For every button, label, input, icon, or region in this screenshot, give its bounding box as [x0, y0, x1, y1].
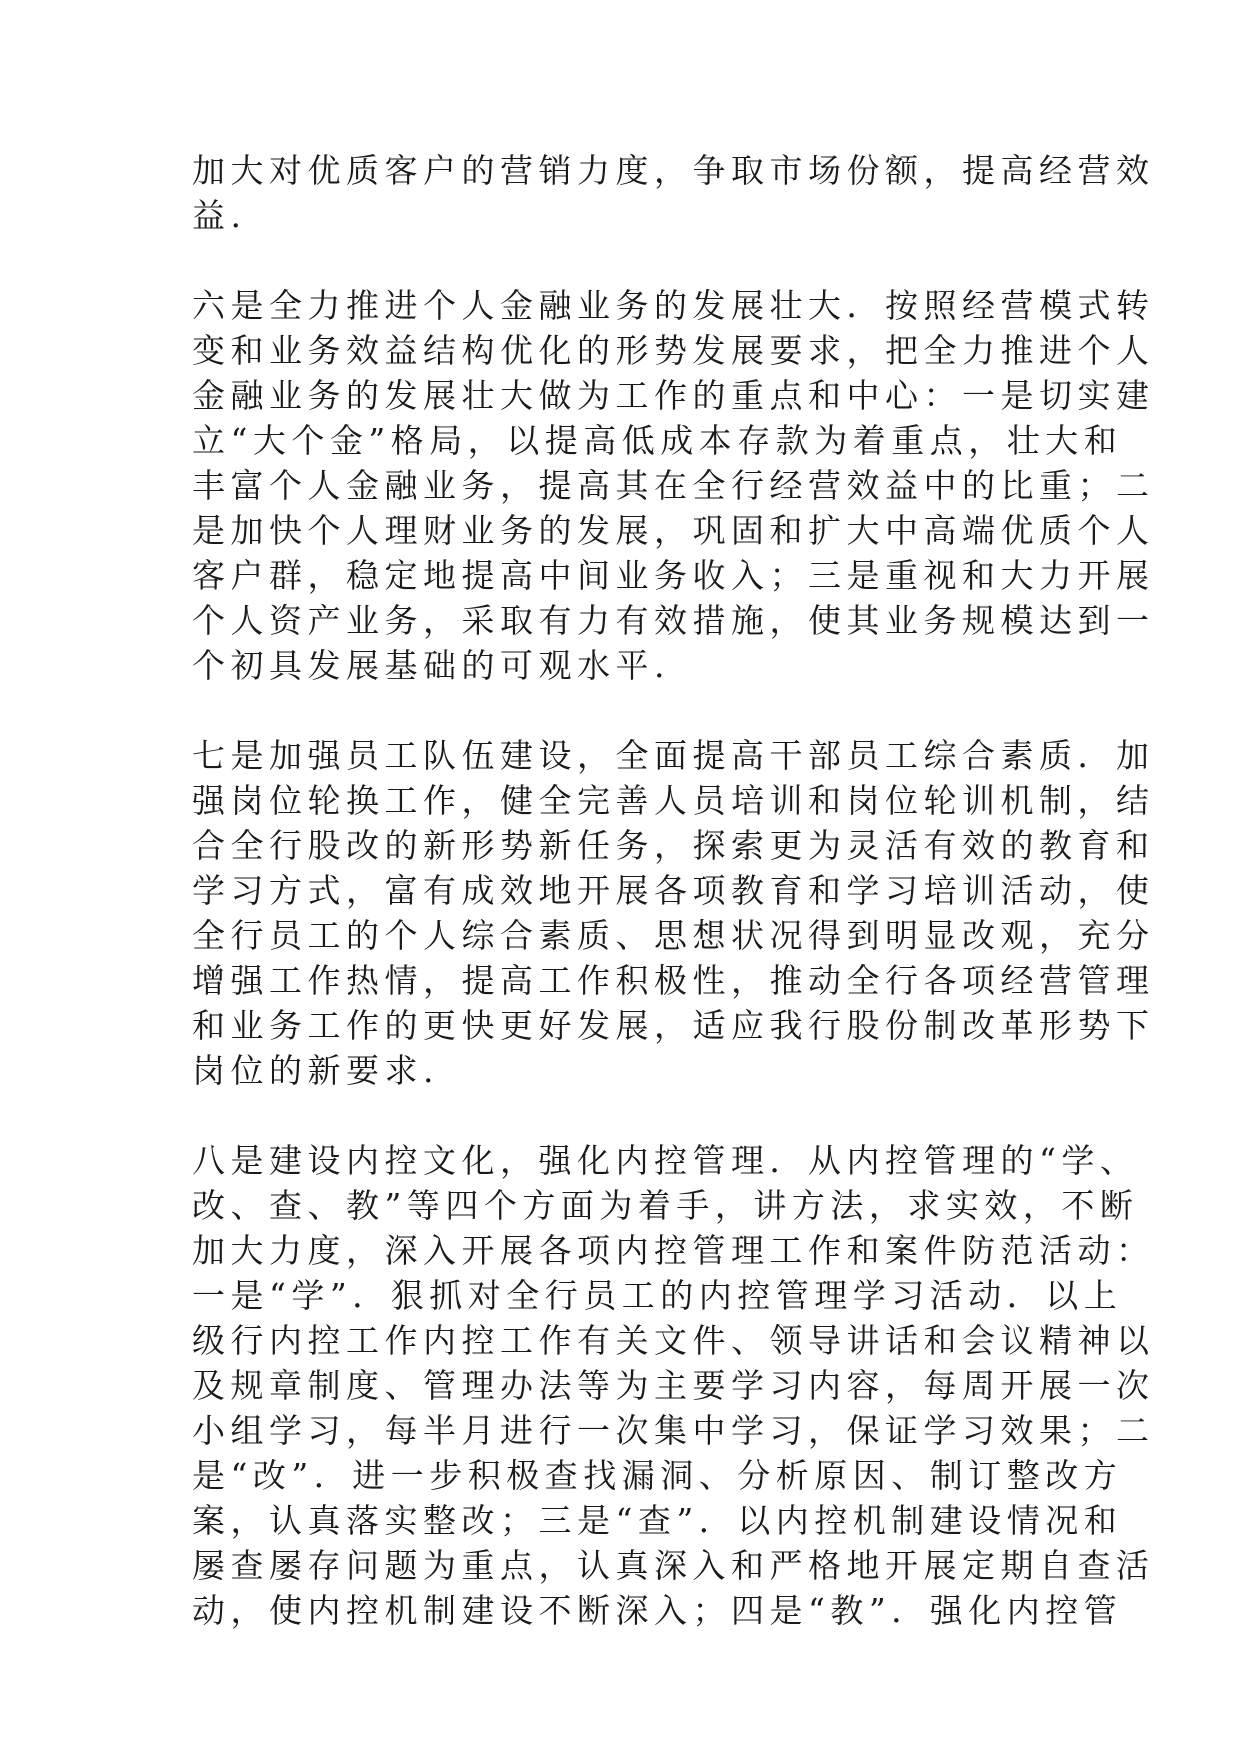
- text-line: 案，认真落实整改；三是“查”．以内控机制建设情况和: [192, 1501, 1123, 1540]
- paragraph-gap: [192, 1093, 1052, 1138]
- text-line: 级行内控工作内控工作有关文件、领导讲话和会议精神以: [192, 1321, 1155, 1360]
- paragraph-4: [192, 1138, 1155, 1633]
- document-body: [192, 148, 1155, 1633]
- text-line: 改、查、教”等四个方面为着手，讲方法，求实效，不断: [192, 1186, 1139, 1225]
- paragraph-gap: [192, 688, 1052, 733]
- text-line: 岗位的新要求.: [192, 1051, 439, 1090]
- text-line: 加大对优质客户的营销力度，争取市场份额，提高经营效: [192, 151, 1155, 190]
- text-line: 七是加强员工队伍建设，全面提高干部员工综合素质．加: [192, 736, 1155, 775]
- text-line: 丰富个人金融业务，提高其在全行经营效益中的比重；二: [192, 466, 1155, 505]
- text-line: 强岗位轮换工作，健全完善人员培训和岗位轮训机制，结: [192, 781, 1155, 820]
- text-line: 益.: [192, 196, 247, 235]
- paragraph-3: [192, 733, 1155, 1093]
- text-line: 全行员工的个人综合素质、思想状况得到明显改观，充分: [192, 916, 1155, 955]
- text-line: 是加快个人理财业务的发展，巩固和扩大中高端优质个人: [192, 511, 1155, 550]
- text-line: 和业务工作的更快更好发展，适应我行股份制改革形势下: [192, 1006, 1155, 1045]
- text-line: 变和业务效益结构优化的形势发展要求，把全力推进个人: [192, 331, 1155, 370]
- text-line: 六是全力推进个人金融业务的发展壮大．按照经营模式转: [192, 286, 1155, 325]
- text-line: 动，使内控机制建设不断深入；四是“教”．强化内控管: [192, 1591, 1123, 1630]
- text-line: 屡查屡存问题为重点，认真深入和严格地开展定期自查活: [192, 1546, 1155, 1585]
- text-line: 立“大个金”格局，以提高低成本存款为着重点，壮大和: [192, 421, 1123, 460]
- text-line: 合全行股改的新形势新任务，探索更为灵活有效的教育和: [192, 826, 1155, 865]
- text-line: 学习方式，富有成效地开展各项教育和学习培训活动，使: [192, 871, 1155, 910]
- text-line: 个人资产业务，采取有力有效措施，使其业务规模达到一: [192, 601, 1155, 640]
- text-line: 一是“学”．狠抓对全行员工的内控管理学习活动．以上: [192, 1276, 1123, 1315]
- text-line: 加大力度，深入开展各项内控管理工作和案件防范活动：: [192, 1231, 1155, 1270]
- paragraph-1: [192, 148, 1155, 238]
- text-line: 小组学习，每半月进行一次集中学习，保证学习效果；二: [192, 1411, 1155, 1450]
- text-line: 客户群，稳定地提高中间业务收入；三是重视和大力开展: [192, 556, 1155, 595]
- text-line: 八是建设内控文化，强化内控管理．从内控管理的“学、: [192, 1141, 1139, 1180]
- paragraph-2: [192, 283, 1155, 688]
- text-line: 是“改”．进一步积极查找漏洞、分析原因、制订整改方: [192, 1456, 1123, 1495]
- text-line: 及规章制度、管理办法等为主要学习内容，每周开展一次: [192, 1366, 1155, 1405]
- paragraph-gap: [192, 238, 1052, 283]
- text-line: 增强工作热情，提高工作积极性，推动全行各项经营管理: [192, 961, 1155, 1000]
- text-line: 个初具发展基础的可观水平.: [192, 646, 670, 685]
- text-line: 金融业务的发展壮大做为工作的重点和中心：一是切实建: [192, 376, 1155, 415]
